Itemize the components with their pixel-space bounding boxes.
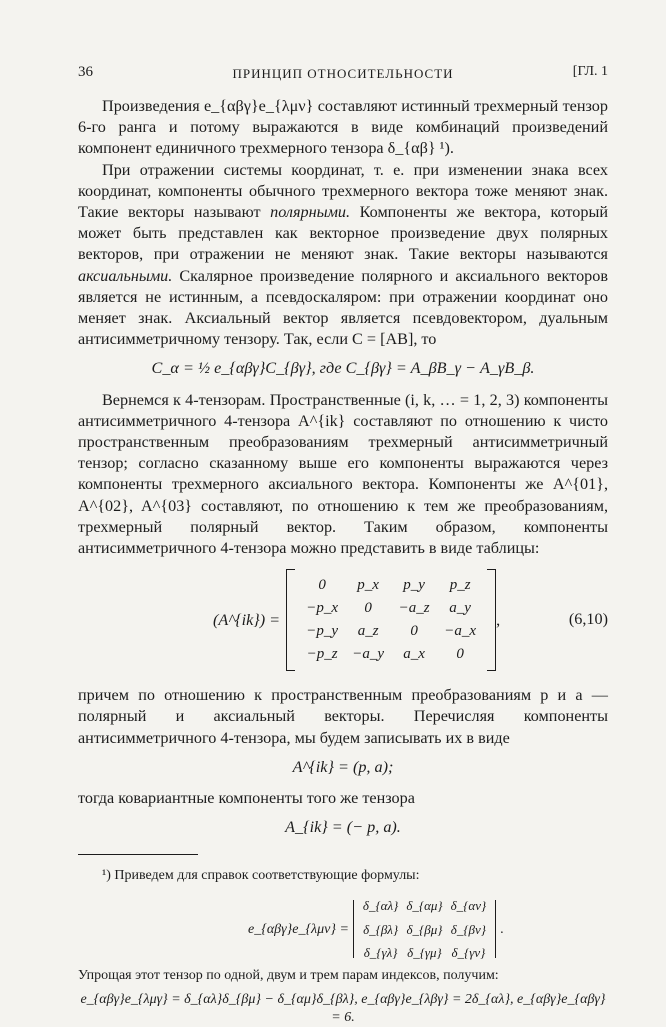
paragraph-3: Вернемся к 4-тензорам. Пространственные (i, k, … = 1, 2, 3) компоненты антисимметричного 4-тензора A^{ik} составляют по отношению к чисто пространственным преобразованиям трехмерный антисимметричный тензор; согласно сказанному выше его компоненты выражаются через компоненты трехмерного аксиального вектора. Компоненты же A^{01}, A^{02}, A^{03} составляют, по отношению к тем же преобразованиям, трехмерный полярный вектор. Таким образом, компоненты антисимметричного 4-тензора можно представить в виде таблицы: [78,390,608,558]
matrix-table [299,574,483,666]
footnote-intro: ¹) Приведем для справок соответствующие формулы: [102,868,420,884]
paragraph-5: тогда ковариантные компоненты того же тензора [78,789,415,808]
chapter-label: [ГЛ. 1 [572,64,608,79]
matrix-cell: a_z [357,623,379,640]
page-number: 36 [78,64,93,80]
det-tail: . [500,921,504,937]
page-header [78,64,608,88]
det-row [360,895,489,916]
det-cell: δ_{βμ} [406,921,443,937]
det-cell: δ_{αλ} [362,898,399,914]
matrix-cell: p_x [357,577,379,594]
equation-matrix-6-10 [78,567,608,677]
matrix-cell: −a_x [444,623,476,640]
determinant-table [358,893,491,965]
matrix-cell: 0 [318,577,326,594]
matrix-cell: p_y [403,577,425,594]
det-cell: δ_{βλ} [363,921,399,937]
matrix-row [299,620,483,643]
paragraph-1: Произведения e_{αβγ}e_{λμν} составляют истинный трехмерный тензор 6-го ранга и потому выражаются в виде комбинаций произведений компонент единичного трехмерного тензора δ_{αβ} ¹). [78,97,608,158]
matrix-cell: −a_z [398,600,430,617]
footnote-formulas: e_{αβγ}e_{λμγ} = δ_{αλ}δ_{βμ} − δ_{αμ}δ_{βλ}, e_{αβγ}e_{λβγ} = 2δ_{αλ}, e_{αβγ}e_{αβγ} = 6. [80,992,606,1026]
left-bracket [286,569,295,671]
matrix-row [299,643,483,666]
matrix-row [299,597,483,620]
matrix-cell: −p_x [306,600,338,617]
det-cell: δ_{γν} [451,944,486,960]
matrix-cell: 0 [456,646,464,663]
right-bracket [487,569,496,671]
equation-contravariant: A^{ik} = (p, a); [292,757,394,776]
paragraph-2: При отражении системы координат, т. е. при изменении знака всех координат, компоненты обычного трехмерного вектора тоже меняют знак. Такие векторы называют полярными. Компоненты же вектора, который может быть представлен как векторное произведение двух полярных векторов, при отражении не меняют знак. Такие векторы называются аксиальными. Скалярное произведение полярного и аксиального векторов является не истинным, а псевдоскаляром: при отражении координат оно меняет знак. Аксиальный вектор является псевдовектором, дуальным антисимметричному тензору. Так, если C = [AB], то [78,160,608,349]
footnote-divider [78,854,198,855]
det-left-bar [353,900,354,958]
matrix-row [299,574,483,597]
antisymmetric-tensor-matrix: (A^{ik}) = 0 p_x p_y p_z −p_x 0 −a_z a_y −p_y a_z 0 −a_x −p_z −a_y a_x 0 , [213,569,500,671]
equation-number: (6,10) [568,610,608,629]
matrix-cell: 0 [364,600,372,617]
running-title: ПРИНЦИП ОТНОСИТЕЛЬНОСТИ [232,66,454,81]
matrix-cell: −p_z [306,646,338,663]
matrix-cell: 0 [410,623,418,640]
matrix-cell: a_y [449,600,471,617]
det-cell: δ_{αν} [450,898,487,914]
footnote-determinant [78,891,608,961]
matrix-cell: −p_y [306,623,338,640]
equation-covariant: A_{ik} = (− p, a). [285,818,401,837]
det-cell: δ_{βν} [450,921,486,937]
determinant-label: e_{αβγ}e_{λμν} = [248,921,349,937]
matrix-cell: a_x [403,646,425,663]
det-cell: δ_{αμ} [406,898,443,914]
det-cell: δ_{γμ} [407,944,442,960]
det-row [360,919,489,940]
equation-dual-vector: C_α = ½ e_{αβγ}C_{βγ}, где C_{βγ} = A_βB_γ − A_γB_β. [151,359,535,378]
det-cell: δ_{γλ} [363,944,398,960]
footnote-text: Упрощая этот тензор по одной, двум и трем парам индексов, получим: [78,968,499,984]
det-right-bar [495,900,496,958]
term-axial: аксиальными. [78,266,173,285]
matrix-cell: p_z [449,577,471,594]
term-polar: полярными. [270,203,351,222]
page-body [78,96,608,1027]
paragraph-4: причем по отношению к пространственным преобразованиям p и a — полярный и аксиальный векторы. Перечисляя компоненты антисимметричного 4-тензора, мы будем записывать их в виде [78,686,608,747]
determinant [248,893,504,965]
det-row [360,942,489,963]
matrix-cell: −a_y [352,646,384,663]
matrix-label: (A^{ik}) = [213,610,281,629]
